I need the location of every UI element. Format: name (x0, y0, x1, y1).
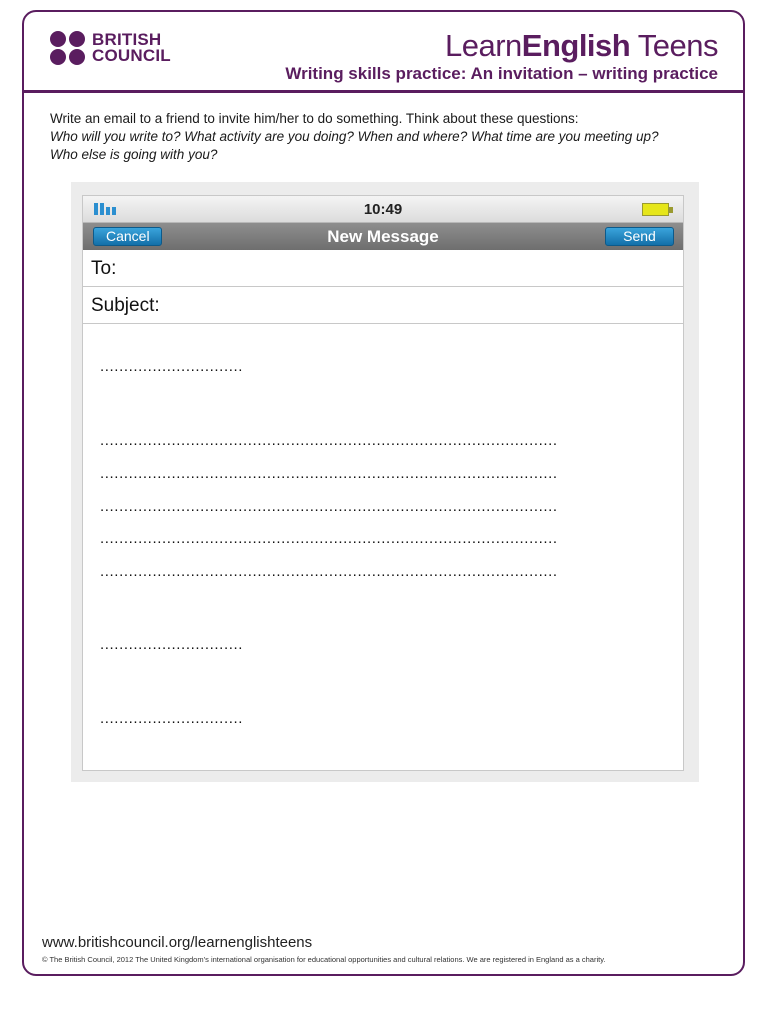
signature-line: .............................. (100, 710, 244, 727)
body-line-2: ................................................................................................ (100, 465, 558, 482)
brand-english: English (521, 28, 631, 63)
subject-label: Subject: (91, 295, 160, 316)
learnenglish-teens-logo (445, 28, 718, 64)
phone-screen (82, 195, 684, 771)
bc-logo-dots-icon (50, 31, 86, 65)
greeting-line: .............................. (100, 358, 244, 375)
brand-learn: Learn (444, 28, 522, 63)
page-title: Writing skills practice: An invitation – writing practice (285, 64, 718, 83)
footer-url: www.britishcouncil.org/learnenglishteens (42, 934, 313, 951)
instructions (50, 110, 720, 164)
instructions-line1: Write an email to a friend to invite him/her to do something. Think about these questions: (50, 111, 579, 126)
instructions-questions-2: Who else is going with you? (50, 147, 218, 162)
bc-logo-line1: BRITISH (92, 30, 162, 49)
to-field[interactable] (83, 250, 683, 287)
bc-logo-line2: COUNCIL (92, 46, 171, 65)
header-divider (22, 90, 745, 93)
body-line-4: ................................................................................................ (100, 530, 558, 547)
subject-field[interactable] (83, 287, 683, 324)
brand-teens: Teens (630, 28, 718, 63)
message-body[interactable] (83, 324, 683, 770)
body-line-5: ................................................................................................ (100, 563, 558, 580)
cancel-button[interactable]: Cancel (93, 227, 162, 246)
new-message-title: New Message (327, 227, 439, 246)
closing-line: .............................. (100, 636, 244, 653)
body-line-3: ................................................................................................ (100, 498, 558, 515)
instructions-questions-1: Who will you write to? What activity are you doing? When and where? What time are you meeting up? (50, 129, 659, 144)
british-council-logo (50, 31, 171, 65)
send-button[interactable]: Send (605, 227, 674, 246)
status-bar (83, 196, 683, 223)
body-line-1: ................................................................................................ (100, 432, 558, 449)
battery-icon (642, 203, 674, 216)
status-time: 10:49 (363, 201, 403, 218)
to-label: To: (91, 258, 117, 279)
message-nav-bar (83, 223, 683, 250)
footer-copyright: © The British Council, 2012 The United Kingdom’s international organisation for educational opportunities and cultural relations. We are registered in England as a charity. (42, 955, 606, 964)
